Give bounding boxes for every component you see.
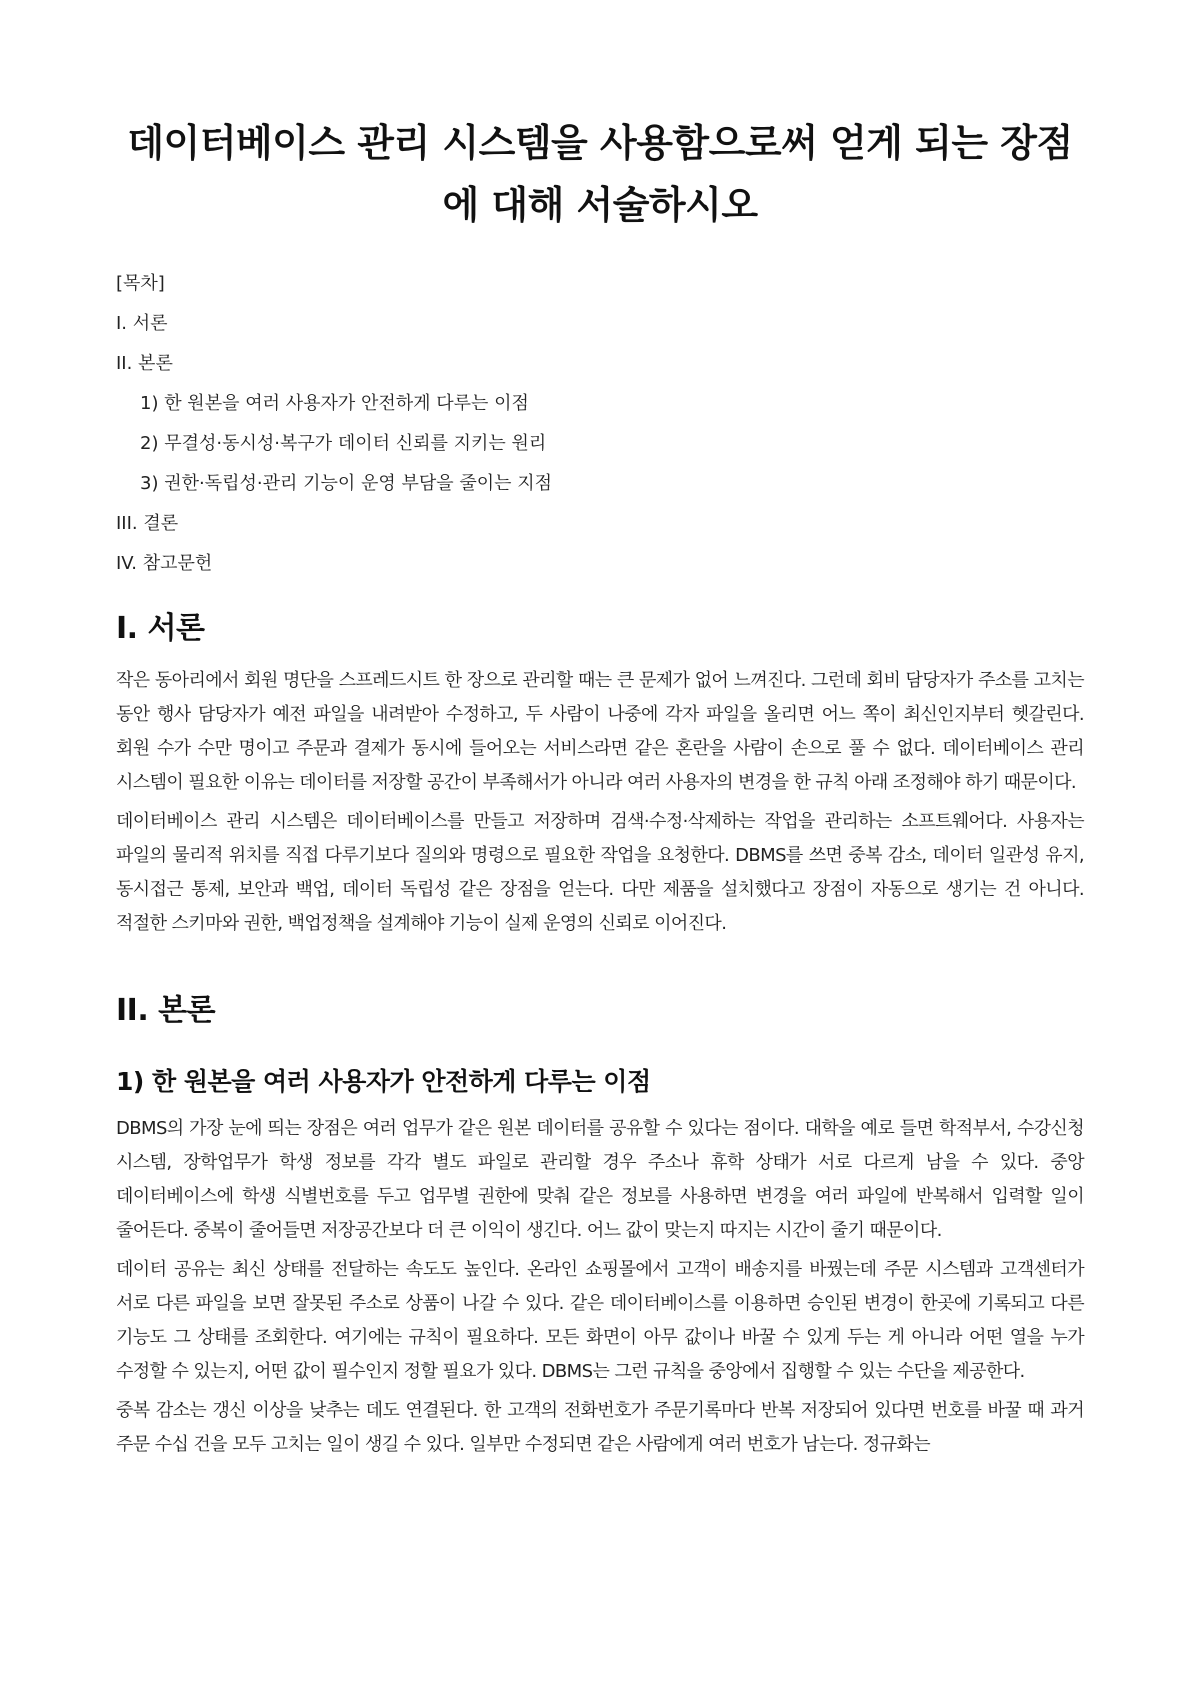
toc-item: II. 본론	[116, 353, 173, 374]
toc-heading: [목차]	[116, 273, 165, 294]
toc-item: I. 서론	[116, 313, 168, 334]
toc-item: III. 결론	[116, 513, 179, 534]
toc-subitem: 3) 권한·독립성·관리 기능이 운영 부담을 줄이는 지점	[140, 473, 553, 494]
paragraph: DBMS의 가장 눈에 띄는 장점은 여러 업무가 같은 원본 데이터를 공유할 수 있다는 점이다. 대학을 예로 들면 학적부서, 수강신청 시스템, 장학업무가 학생 정보를 각각 별도 파일로 관리할 경우 주소나 휴학 상태가 서로 다르게 남을 수 있다. 중앙 데이터베이스에 학생 식별번호를 두고 업무별 권한에 맞춰 같은 정보를 사용하면 변경을 여러 파일에 반복해서 입력할 일이 줄어든다. 중복이 줄어들면 저장공간보다 더 큰 이익이 생긴다. 어느 값이 맞는지 따지는 시간이 줄기 때문이다.	[116, 1118, 1084, 1241]
paragraph: 작은 동아리에서 회원 명단을 스프레드시트 한 장으로 관리할 때는 큰 문제가 없어 느껴진다. 그런데 회비 담당자가 주소를 고치는 동안 행사 담당자가 예전 파일을 내려받아 수정하고, 두 사람이 나중에 각자 파일을 올리면 어느 쪽이 최신인지부터 헷갈린다. 회원 수가 수만 명이고 주문과 결제가 동시에 들어오는 서비스라면 같은 혼란을 사람이 손으로 풀 수 없다. 데이터베이스 관리 시스템이 필요한 이유는 데이터를 저장할 공간이 부족해서가 아니라 여러 사용자의 변경을 한 규칙 아래 조정해야 하기 때문이다.	[116, 670, 1084, 793]
section-heading-body: II. 본론	[116, 993, 216, 1028]
paragraph: 중복 감소는 갱신 이상을 낮추는 데도 연결된다. 한 고객의 전화번호가 주문기록마다 반복 저장되어 있다면 번호를 바꿀 때 과거 주문 수십 건을 모두 고치는 일이 생길 수 있다. 일부만 수정되면 같은 사람에게 여러 번호가 남는다. 정규화는	[116, 1400, 1084, 1455]
toc-item: IV. 참고문헌	[116, 553, 213, 574]
section-heading-intro: I. 서론	[116, 611, 205, 646]
document-title: 데이터베이스 관리 시스템을 사용함으로써 얻게 되는 장점에 대해 서술하시오	[127, 121, 1073, 227]
toc-subitem: 1) 한 원본을 여러 사용자가 안전하게 다루는 이점	[140, 393, 529, 414]
toc-subitem: 2) 무결성·동시성·복구가 데이터 신뢰를 지키는 원리	[140, 433, 547, 454]
subsection-heading: 1) 한 원본을 여러 사용자가 안전하게 다루는 이점	[116, 1067, 651, 1096]
paragraph: 데이터 공유는 최신 상태를 전달하는 속도도 높인다. 온라인 쇼핑몰에서 고객이 배송지를 바꿨는데 주문 시스템과 고객센터가 서로 다른 파일을 보면 잘못된 주소로 상품이 나갈 수 있다. 같은 데이터베이스를 이용하면 승인된 변경이 한곳에 기록되고 다른 기능도 그 상태를 조회한다. 여기에는 규칙이 필요하다. 모든 화면이 아무 값이나 바꿀 수 있게 두는 게 아니라 어떤 열을 누가 수정할 수 있는지, 어떤 값이 필수인지 정할 필요가 있다. DBMS는 그런 규칙을 중앙에서 집행할 수 있는 수단을 제공한다.	[116, 1259, 1084, 1382]
paragraph: 데이터베이스 관리 시스템은 데이터베이스를 만들고 저장하며 검색·수정·삭제하는 작업을 관리하는 소프트웨어다. 사용자는 파일의 물리적 위치를 직접 다루기보다 질의와 명령으로 필요한 작업을 요청한다. DBMS를 쓰면 중복 감소, 데이터 일관성 유지, 동시접근 통제, 보안과 백업, 데이터 독립성 같은 장점을 얻는다. 다만 제품을 설치했다고 장점이 자동으로 생기는 건 아니다. 적절한 스키마와 권한, 백업정책을 설계해야 기능이 실제 운영의 신뢰로 이어진다.	[116, 811, 1084, 934]
table-of-contents	[116, 264, 1084, 584]
